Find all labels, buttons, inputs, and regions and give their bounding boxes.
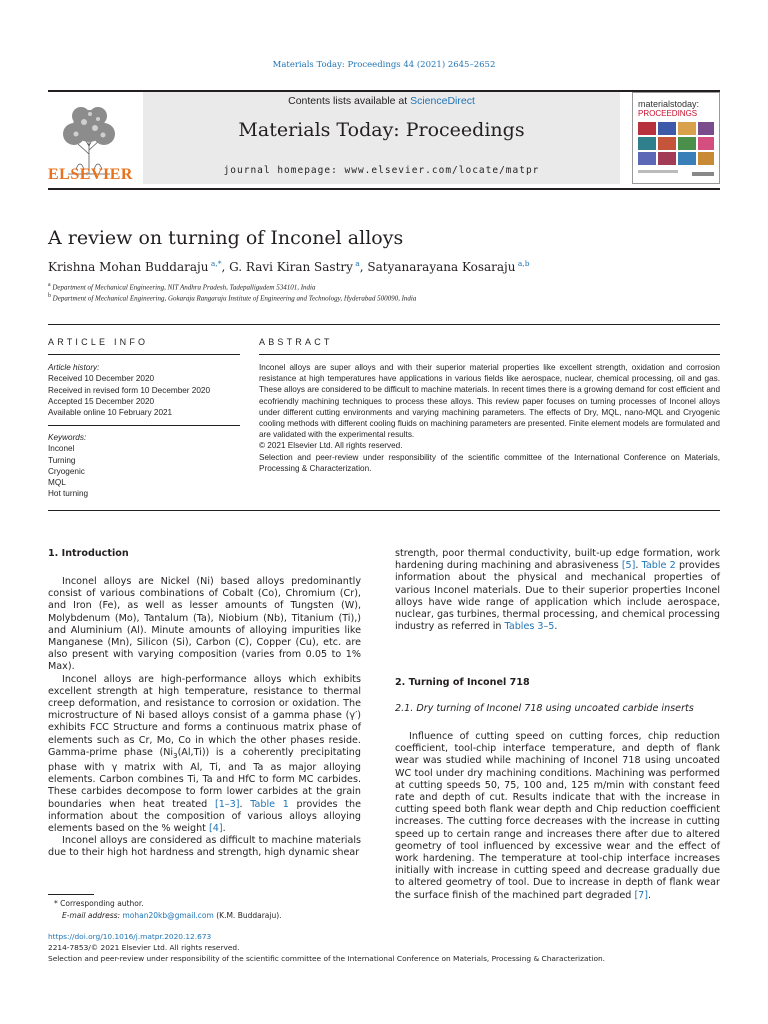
author-list bbox=[48, 259, 530, 274]
keyword-item: Turning bbox=[48, 455, 76, 465]
author-name[interactable]: Satyanarayana Kosaraju bbox=[367, 260, 516, 274]
author-separator: , bbox=[221, 260, 230, 274]
keyword-item: Inconel bbox=[48, 444, 75, 454]
article-info-heading: ARTICLE INFO bbox=[48, 337, 149, 347]
abstract-body bbox=[259, 362, 720, 474]
left-column bbox=[48, 576, 361, 860]
article-info-rule bbox=[48, 354, 240, 355]
cover-brand-text: materialstoday: bbox=[638, 99, 700, 109]
issn-line: 2214-7853/© 2021 Elsevier Ltd. All rights reserved. bbox=[48, 943, 240, 952]
intro-paragraph-2: Inconel alloys are high-performance alloys which exhibits excellent strength at high temperature, resistance to thermal creep deformation, and resistance to corrosion or oxidation. The microstructure of Ni based alloys consist of a gamma phase (γ′) exhibits FCC Structure and forms a continuous matrix phase of elements such as Cr, Mo, Co in which the other phases reside. Gamma-prime phase $(Ni_3(Al,Ti))$ is a coherently precipitating phase with γ matrix with Al, Ti, and Ta as major alloying elements. Carbon combines Ti, Ta and HfC to form MC carbides. These carbides decompose to form lower carbides at the grain boundaries when heat treated [1–3]. Table 1 provides the information about the composition of various alloys alloying elements based on the % weight [4]. bbox=[48, 673, 361, 834]
cover-series-text: PROCEEDINGS bbox=[638, 109, 698, 118]
history-item: Available online 10 February 2021 bbox=[48, 408, 173, 418]
sciencedirect-link[interactable]: ScienceDirect bbox=[410, 95, 475, 107]
abstract-heading: ABSTRACT bbox=[259, 337, 333, 347]
intro-paragraph-1: Inconel alloys are Nickel (Ni) based alloys predominantly consist of various combinations of Cobalt (Co), Chromium (Cr), and Iron (Fe), as well as lesser amounts of Tungsten (W), Molybdenum (Mo), Tantalum (Ta), Niobium (Nb), Titanium (Ti),) and Aluminium (Al). Minute amounts of alloying impurities like Manganese (Mn), Silicon (Si), Carbon (C), Copper (Cu), etc. are also present with varying composition (varies from 0.05 to 1% Max). bbox=[48, 576, 361, 673]
ref-link[interactable]: [5] bbox=[621, 560, 636, 572]
abstract-text: Inconel alloys are super alloys and with their superior material properties like excellent strength, oxidation and corrosion resistance at high temperatures have applications in various fields like aerospace, nuclear, chemical processing, oil and gas. These alloys are considered to be difficult to machine materials. In recent times there is a growing demand for cost efficient and ecofriendly machining techniques to process these alloys. This review paper focuses on turning processes of Inconel alloys under different cutting environments and varying machining parameters. The effects of Dry, MQL, nano-MQL and Cryogenic cooling methods with different cooling fluids on machining parameters are presented. Finite element models are formulated and are validated with the experimental results. bbox=[259, 363, 720, 440]
bottom-peer-review: Selection and peer-review under responsibility of the scientific committee of the International Conference on Materials, Processing & Characterization. bbox=[48, 954, 606, 963]
footnote-email: E-mail address: mohan20kb@gmail.com (K.M. Buddaraju). bbox=[62, 911, 282, 920]
doi-link[interactable]: https://doi.org/10.1016/j.matpr.2020.12.673 bbox=[48, 932, 212, 941]
keywords-label: Keywords: bbox=[48, 433, 87, 442]
header-top-rule bbox=[48, 90, 720, 92]
author-name[interactable]: G. Ravi Kiran Sastry bbox=[229, 260, 353, 274]
abstract-rule bbox=[259, 354, 720, 355]
contents-prefix: Contents lists available at bbox=[288, 95, 411, 107]
intro-paragraph-3-cont: strength, poor thermal conductivity, built-up edge formation, work hardening during machining and abrasiveness [5]. Table 2 provides information about the physical and mechanical properties of various Inconel materials. Due to their superior properties Inconel alloys have wide range of application which include aerospace, nuclear, gas turbines, thermal processing, and chemical processing industry as referred in Tables 3–5. bbox=[395, 548, 720, 633]
intro-paragraph-3: Inconel alloys are considered as difficult to machine materials due to their high hot hardness and strength, high dynamic shear bbox=[48, 835, 361, 859]
section-2-1-heading: 2.1. Dry turning of Inconel 718 using uncoated carbide inserts bbox=[395, 703, 694, 714]
section-2-heading: 2. Turning of Inconel 718 bbox=[395, 677, 530, 688]
dry-turning-paragraph: Influence of cutting speed on cutting forces, chip reduction coefficient, tool-chip interface temperature, and depth of flank wear was studied while machining of Inconel 718 using uncoated WC tool under dry machining conditions. Machining was performed at cutting speeds 50, 75, 100 and, 125 m/min with constant feed rate and depth of cut. Results indicate that with the increase in cutting speed both flank wear depth and Chip reduction coefficient increases. The cutting force decreases with the increase in cutting speed up to certain range and increases there after due to altered geometry of tool influenced by excessive wear and the effect of work hardening. The temperature at tool-chip interface increases initially with increase in cutting speed and decrease gradually due to altered geometry of tool. Due to increase in depth of flank wear the surface finish of the machined part degraded [7]. bbox=[395, 731, 720, 901]
author-affil-marker[interactable]: a,* bbox=[210, 259, 222, 268]
keyword-item: Cryogenic bbox=[48, 466, 85, 476]
right-column-bottom bbox=[395, 731, 720, 902]
footnote-rule bbox=[48, 894, 94, 895]
affiliation-b: $^b$ Department of Mechanical Engineering, Gokaraju Rangaraju Institute of Engineering and Technology, Hyderabad 500090, India bbox=[48, 293, 417, 303]
journal-title: Materials Today: Proceedings bbox=[238, 119, 525, 141]
table-link[interactable]: Table 2 bbox=[641, 560, 676, 572]
section-1-heading: 1. Introduction bbox=[48, 548, 129, 559]
history-label: Article history: bbox=[48, 363, 100, 372]
history-item: Received in revised form 10 December 2020 bbox=[48, 385, 211, 395]
affiliation-a: $^a$ Department of Mechanical Engineering, NIT Andhra Pradesh, Tadepalligudem 534101, India bbox=[48, 282, 316, 292]
abstract-peer-review: Selection and peer-review under responsibility of the scientific committee of the International Conference on Materials, Processing & Characterization. bbox=[259, 452, 720, 473]
journal-cover-image bbox=[632, 92, 720, 184]
article-history bbox=[48, 362, 210, 418]
article-title: A review on turning of Inconel alloys bbox=[48, 227, 404, 249]
keyword-item: MQL bbox=[48, 478, 66, 488]
right-column-top bbox=[395, 548, 720, 633]
ref-link[interactable]: [7] bbox=[634, 889, 649, 901]
abstract-copyright: © 2021 Elsevier Ltd. All rights reserved. bbox=[259, 441, 403, 451]
tables-link[interactable]: Tables 3–5 bbox=[504, 621, 555, 633]
journal-homepage[interactable]: journal homepage: www.elsevier.com/locate/matpr bbox=[223, 165, 540, 176]
journal-citation[interactable]: Materials Today: Proceedings 44 (2021) 2645–2652 bbox=[272, 60, 496, 70]
keyword-item: Hot turning bbox=[48, 489, 89, 499]
author-affil-marker[interactable]: a bbox=[355, 259, 360, 268]
abstract-bottom-rule bbox=[48, 510, 720, 511]
author-name[interactable]: Krishna Mohan Buddaraju bbox=[48, 260, 209, 274]
title-bottom-rule bbox=[48, 324, 720, 325]
contents-line bbox=[143, 95, 620, 107]
history-item: Accepted 15 December 2020 bbox=[48, 396, 155, 406]
elsevier-wordmark: ELSEVIER bbox=[48, 166, 133, 183]
header-bottom-rule bbox=[48, 188, 720, 190]
footnote-corresponding: * Corresponding author. bbox=[54, 899, 144, 908]
keywords-block bbox=[48, 432, 88, 500]
ref-link[interactable]: [4] bbox=[208, 822, 223, 834]
email-link[interactable]: mohan20kb@gmail.com bbox=[122, 911, 214, 920]
table-link[interactable]: Table 1 bbox=[250, 798, 289, 810]
author-affil-marker[interactable]: a,b bbox=[517, 259, 530, 268]
ref-link[interactable]: [1–3] bbox=[214, 798, 240, 810]
history-item: Received 10 December 2020 bbox=[48, 374, 155, 384]
author-separator: , bbox=[359, 260, 368, 274]
keywords-rule bbox=[48, 425, 240, 426]
